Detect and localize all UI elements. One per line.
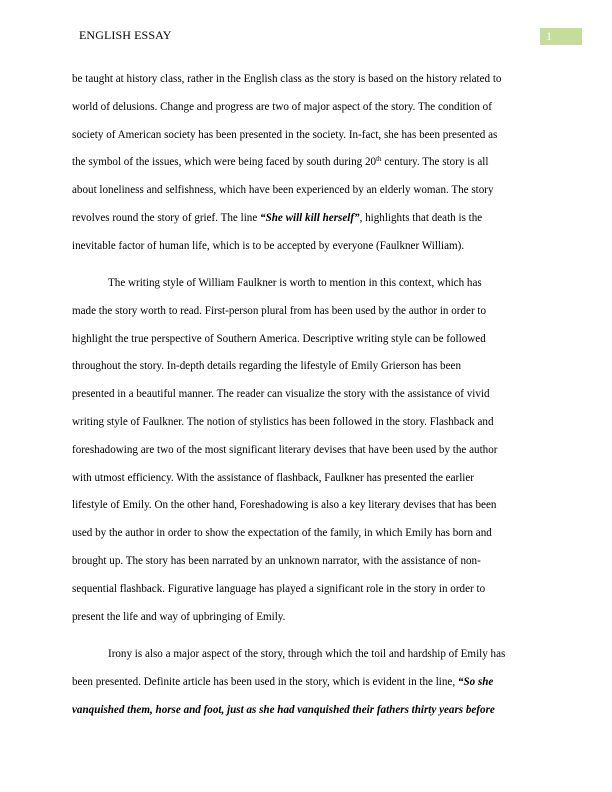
paragraph (72, 641, 544, 724)
text-line (72, 492, 544, 520)
text-line (72, 270, 544, 298)
text-span: about loneliness and selfishness, which have been experienced by an elderly woman. The story (72, 184, 494, 197)
text-line (72, 298, 544, 326)
quoted-line: “So she (457, 675, 494, 688)
text-line (72, 353, 544, 381)
text-line (72, 697, 544, 725)
paragraph (72, 270, 544, 631)
text-line (72, 409, 544, 437)
essay-body (72, 66, 544, 724)
text-line (72, 94, 544, 122)
text-span: present the life and way of upbringing of Emily. (72, 610, 286, 623)
text-line (72, 381, 544, 409)
text-span: highlight the true perspective of Southern America. Descriptive writing style can be followed (72, 332, 486, 345)
text-span: society of American society has been presented in the society. In-fact, she has been presented as (72, 128, 498, 141)
text-span: inevitable factor of human life, which is to be accepted by everyone (Faulkner William). (72, 239, 465, 252)
text-line (72, 669, 544, 697)
paragraph-gap (72, 631, 544, 641)
text-line (72, 326, 544, 354)
text-line (72, 604, 544, 632)
text-span: presented in a beautiful manner. The reader can visualize the story with the assistance of vivid (72, 388, 490, 401)
text-span: foreshadowing are two of the most significant literary devises that have been used by the author (72, 443, 498, 456)
text-line (72, 177, 544, 205)
text-line (72, 576, 544, 604)
quoted-line: “She will kill herself” (260, 211, 360, 224)
text-span: made the story worth to read. First-person plural from has been used by the author in order to (72, 304, 487, 317)
paragraph (72, 66, 544, 261)
text-span: brought up. The story has been narrated by an unknown narrator, with the assistance of non- (72, 555, 481, 568)
header-title: ENGLISH ESSAY (79, 28, 172, 42)
text-span: , highlights that death is the (359, 211, 483, 224)
text-line (72, 641, 544, 669)
text-span: Irony is also a major aspect of the story, through which the toil and hardship of Emily has (108, 647, 506, 660)
page-number-badge: 1 (540, 28, 582, 45)
text-span: The writing style of William Faulkner is worth to mention in this context, which has (108, 277, 482, 290)
text-span: with utmost efficiency. With the assistance of flashback, Faulkner has presented the earlier (72, 471, 474, 484)
text-span: throughout the story. In-depth details regarding the lifestyle of Emily Grierson has been (72, 360, 462, 373)
text-span: used by the author in order to show the expectation of the family, in which Emily has born and (72, 527, 492, 540)
text-span: been presented. Definite article has been used in the story, which is evident in the line, (72, 675, 458, 688)
text-line (72, 548, 544, 576)
superscript: th (376, 155, 382, 164)
text-span: revolves round the story of grief. The line (72, 211, 261, 224)
text-line (72, 233, 544, 261)
text-span: writing style of Faulkner. The notion of stylistics has been followed in the story. Flashback and (72, 416, 494, 429)
text-line (72, 437, 544, 465)
text-line (72, 465, 544, 493)
text-span: sequential flashback. Figurative language has played a significant role in the story in order to (72, 582, 486, 595)
text-line (72, 520, 544, 548)
text-span: be taught at history class, rather in the English class as the story is based on the history related to (72, 73, 502, 85)
paragraph-gap (72, 261, 544, 271)
text-line (72, 149, 544, 177)
text-span: the symbol of the issues, which were being faced by south during 20 (72, 156, 377, 169)
text-line (72, 66, 544, 94)
text-line (72, 122, 544, 150)
text-span: world of delusions. Change and progress are two of major aspect of the story. The condition of (72, 100, 492, 113)
text-span: lifestyle of Emily. On the other hand, Foreshadowing is also a key literary devises that has been (72, 499, 497, 512)
text-line (72, 205, 544, 233)
text-span: century. The story is all (381, 156, 489, 169)
quoted-line: vanquished them, horse and foot, just as she had vanquished their fathers thirty years before (72, 703, 495, 716)
